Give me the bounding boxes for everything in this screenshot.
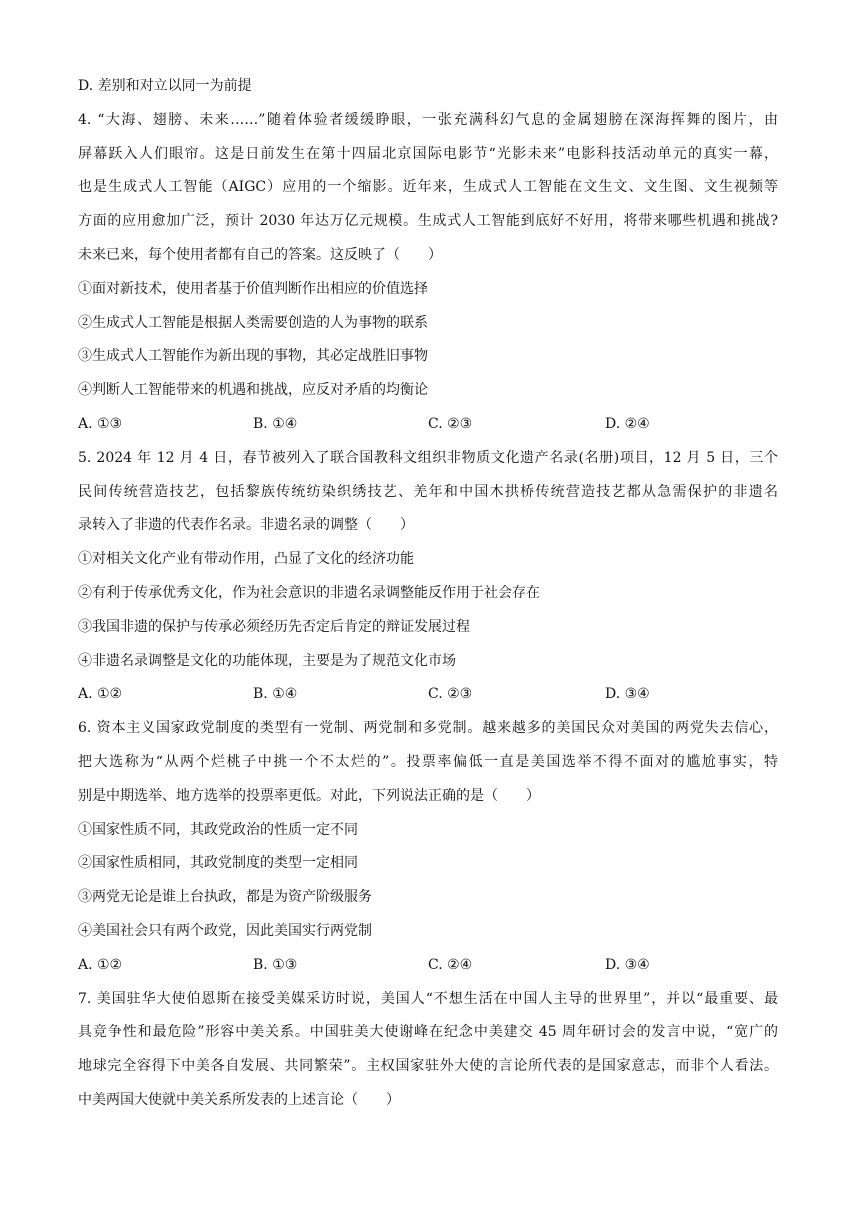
exam-page: [78, 70, 778, 1118]
question-6-stem: [78, 712, 778, 813]
question-4-option-a: A. ①③: [78, 415, 123, 432]
question-6-statement-3: ③两党无论是谁上台执政，都是为资产阶级服务: [78, 889, 372, 906]
question-5-option-b: B. ①④: [253, 686, 298, 703]
question-6-statement-1: ①国家性质不同，其政党政治的性质一定不同: [78, 821, 358, 838]
question-4-stem: [78, 104, 778, 273]
question-4-statement-2: ②生成式人工智能是根据人类需要创造的人为事物的联系: [78, 314, 428, 331]
question-7-line: 中美两国大使就中美关系所发表的上述言论（ ）: [78, 1091, 400, 1108]
question-4-line: 屏幕跃入人们眼帘。这是日前发生在第十四届北京国际电影节“光影未来”电影科技活动单元的真实一幕，: [78, 145, 778, 162]
question-6-option-c: C. ②④: [428, 956, 473, 973]
question-4-statement-4: ④判断人工智能带来的机遇和挑战，应反对矛盾的均衡论: [78, 382, 428, 399]
question-5-statement-1: ①对相关文化产业有带动作用，凸显了文化的经济功能: [78, 551, 414, 568]
question-5-options: [78, 678, 778, 712]
question-4-options: [78, 408, 778, 442]
question-7-line: 具竞争性和最危险”形容中美关系。中国驻美大使谢峰在纪念中美建交 45 周年研讨会的发言中说，“宽广的: [78, 1024, 778, 1041]
question-4-option-c: C. ②③: [428, 415, 473, 432]
question-4-statement-3: ③生成式人工智能作为新出现的事物，其必定战胜旧事物: [78, 348, 428, 365]
question-5-statement-4: ④非遗名录调整是文化的功能体现，主要是为了规范文化市场: [78, 652, 456, 669]
question-7-line: 地球完全容得下中美各自发展、共同繁荣”。主权国家驻外大使的言论所代表的是国家意志，而非个人看法。: [78, 1058, 778, 1075]
question-5-line: 民间传统营造技艺，包括黎族传统纺染织绣技艺、羌年和中国木拱桥传统营造技艺都从急需保护的非遗名: [78, 483, 778, 500]
question-6-line: 把大选称为“从两个烂桃子中挑一个不太烂的”。投票率偏低一直是美国选举不得不面对的尴尬事实，特: [78, 753, 778, 770]
question-4-statement-1: ①面对新技术，使用者基于价值判断作出相应的价值选择: [78, 280, 428, 297]
question-6-line: 6. 资本主义国家政党制度的类型有一党制、两党制和多党制。越来越多的美国民众对美国的两党失去信心，: [78, 720, 778, 737]
question-5-option-d: D. ③④: [605, 686, 650, 703]
question-5-statement-2: ②有利于传承优秀文化，作为社会意识的非遗名录调整能反作用于社会存在: [78, 584, 540, 601]
question-4-line: 也是生成式人工智能（AIGC）应用的一个缩影。近年来，生成式人工智能在文生文、文生图、文生视频等: [78, 179, 778, 196]
question-5-line: 5. 2024 年 12 月 4 日，春节被列入了联合国教科文组织非物质文化遗产名录(名册)项目，12 月 5 日，三个: [78, 449, 778, 466]
question-6-option-a: A. ①②: [78, 956, 123, 973]
question-5-option-a: A. ①②: [78, 686, 123, 703]
question-6-statement-2: ②国家性质相同，其政党制度的类型一定相同: [78, 855, 358, 872]
question-4-line: 未来已来，每个使用者都有自己的答案。这反映了（ ）: [78, 246, 442, 263]
question-4-option-d: D. ②④: [605, 415, 650, 432]
question-4-line: 4. “大海、翅膀、未来……”随着体验者缓缓睁眼，一张充满科幻气息的金属翅膀在深海挥舞的图片，由: [78, 111, 778, 128]
question-7-line: 7. 美国驻华大使伯恩斯在接受美媒采访时说，美国人“不想生活在中国人主导的世界里”，并以“最重要、最: [78, 990, 778, 1007]
question-5-option-c: C. ②③: [428, 686, 473, 703]
question-7-stem: [78, 983, 778, 1118]
question-5-statement-3: ③我国非遗的保护与传承必须经历先否定后肯定的辩证发展过程: [78, 618, 470, 635]
question-6-line: 别是中期选举、地方选举的投票率更低。对此，下列说法正确的是（ ）: [78, 787, 540, 804]
question-6-option-b: B. ①③: [253, 956, 298, 973]
q3-option-d: D. 差别和对立以同一为前提: [78, 78, 252, 94]
question-5-stem: [78, 442, 778, 543]
question-4-line: 方面的应用愈加广泛，预计 2030 年达万亿元规模。生成式人工智能到底好不好用，将带来哪些机遇和挑战?: [78, 213, 778, 230]
question-5-line: 录转入了非遗的代表作名录。非遗名录的调整（ ）: [78, 517, 414, 534]
question-6-options: [78, 949, 778, 983]
question-6-statement-4: ④美国社会只有两个政党，因此美国实行两党制: [78, 922, 372, 939]
question-4-option-b: B. ①④: [253, 415, 298, 432]
question-6-option-d: D. ③④: [605, 956, 650, 973]
